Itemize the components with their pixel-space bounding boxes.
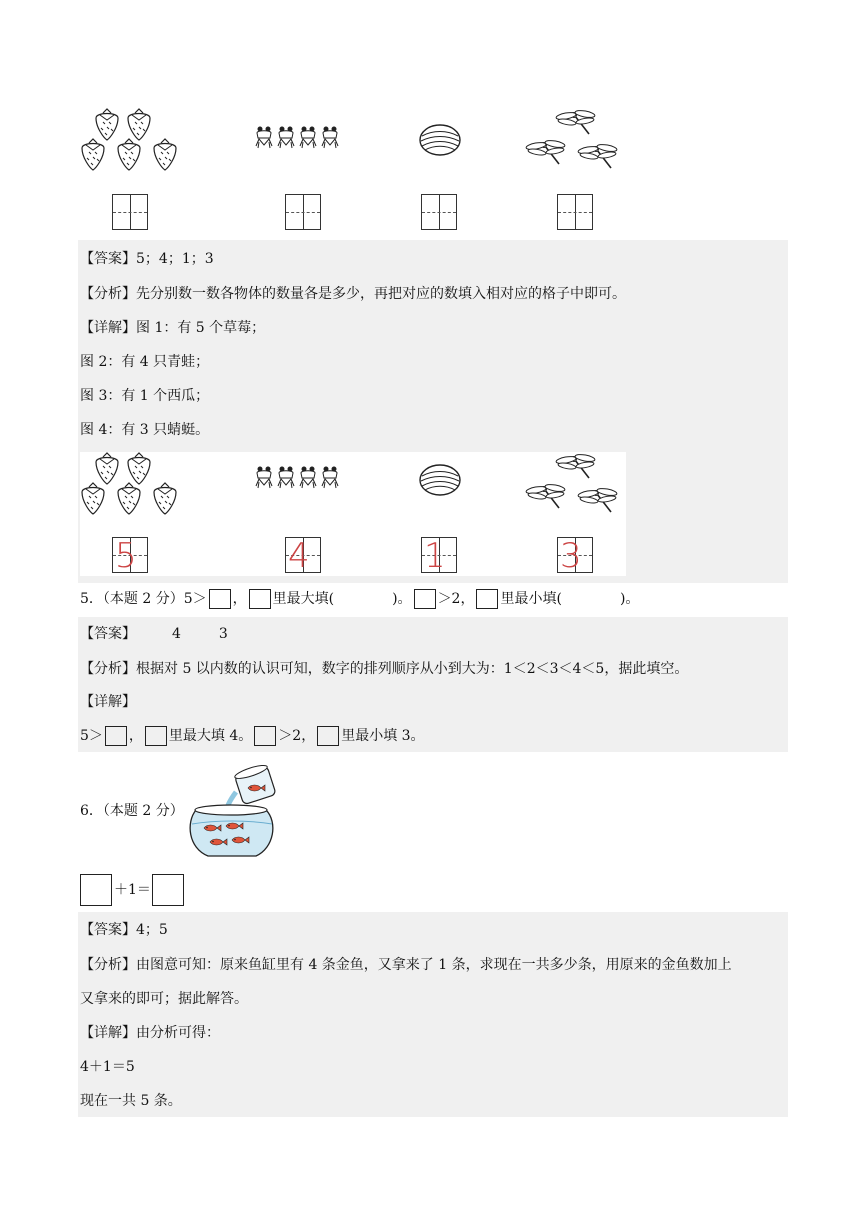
solution-digit: 5: [115, 536, 137, 576]
blank-box: [145, 726, 167, 746]
strawberries-picture: [80, 452, 190, 518]
solution-cell-3: [421, 536, 457, 576]
q4-answer: 【答案】5；4；1；3: [80, 251, 214, 267]
q6-analysis-1: 【分析】由图意可知：原来鱼缸里有 4 条金鱼，又拿来了 1 条，求现在一共多少条，用原来的金鱼数加上: [80, 957, 732, 973]
solution-digit: 3: [560, 536, 582, 576]
q6-analysis-2: 又拿来的即可；据此解答。: [80, 991, 248, 1007]
fishbowl-picture: [186, 762, 282, 862]
dragonflies-picture: [525, 452, 625, 522]
watermelon-picture: [418, 462, 464, 498]
solution-cell-4: [557, 536, 593, 576]
blank-box[interactable]: [476, 589, 498, 609]
answer-cell-3[interactable]: [421, 194, 457, 230]
watermelon-picture: [418, 122, 464, 158]
blank-box[interactable]: [249, 589, 271, 609]
answer-cell-2[interactable]: [285, 194, 321, 230]
addend-box[interactable]: [80, 874, 112, 906]
blank-box: [105, 726, 127, 746]
solution-cell-1: [112, 536, 148, 576]
blank-box[interactable]: [209, 589, 231, 609]
q4-detail-3: 图 3：有 1 个西瓜；: [80, 388, 210, 404]
frogs-picture: [255, 464, 355, 500]
q5-detail: 5＞ ， 里最大填 4。 ＞2， 里最小填 3。: [80, 728, 425, 744]
q4-analysis: 【分析】先分别数一数各物体的数量各是多少，再把对应的数填入相对应的格子中即可。: [80, 286, 626, 302]
answer-cell-4[interactable]: [557, 194, 593, 230]
q6-detail-3: 现在一共 5 条。: [80, 1093, 182, 1109]
solution-cell-2: [285, 536, 321, 576]
q6-detail-1: 【详解】由分析可得：: [80, 1025, 220, 1041]
q4-detail-4: 图 4：有 3 只蜻蜓。: [80, 422, 210, 438]
q6-answer: 【答案】4；5: [80, 922, 168, 938]
q6-question: 6．（本题 2 分）: [80, 803, 184, 819]
blank-box[interactable]: [414, 589, 436, 609]
solution-digit: 1: [424, 536, 446, 576]
sum-box[interactable]: [152, 874, 184, 906]
q5-analysis: 【分析】根据对 5 以内数的认识可知，数字的排列顺序从小到大为：1＜2＜3＜4＜5，据此填空。: [80, 661, 689, 677]
answer-cell-1[interactable]: [112, 194, 148, 230]
frogs-picture: [255, 124, 355, 160]
solution-digit: 4: [288, 536, 310, 576]
dragonflies-picture: [525, 108, 625, 178]
q5-question: 5．（本题 2 分）5＞ ， 里最大填( )。 ＞2， 里最小填( )。: [80, 591, 640, 607]
q6-solution-block: [78, 912, 788, 1117]
blank-box: [317, 726, 339, 746]
blank-box: [254, 726, 276, 746]
q5-detail-label: 【详解】: [80, 694, 136, 710]
strawberries-picture: [80, 108, 190, 174]
q5-answer: 【答案】 4 3: [80, 626, 228, 642]
q4-detail-1: 【详解】图 1：有 5 个草莓；: [80, 320, 266, 336]
q6-detail-2: 4＋1＝5: [80, 1059, 135, 1075]
q4-detail-2: 图 2：有 4 只青蛙；: [80, 354, 210, 370]
q6-equation-plus: ＋1＝: [114, 882, 151, 898]
